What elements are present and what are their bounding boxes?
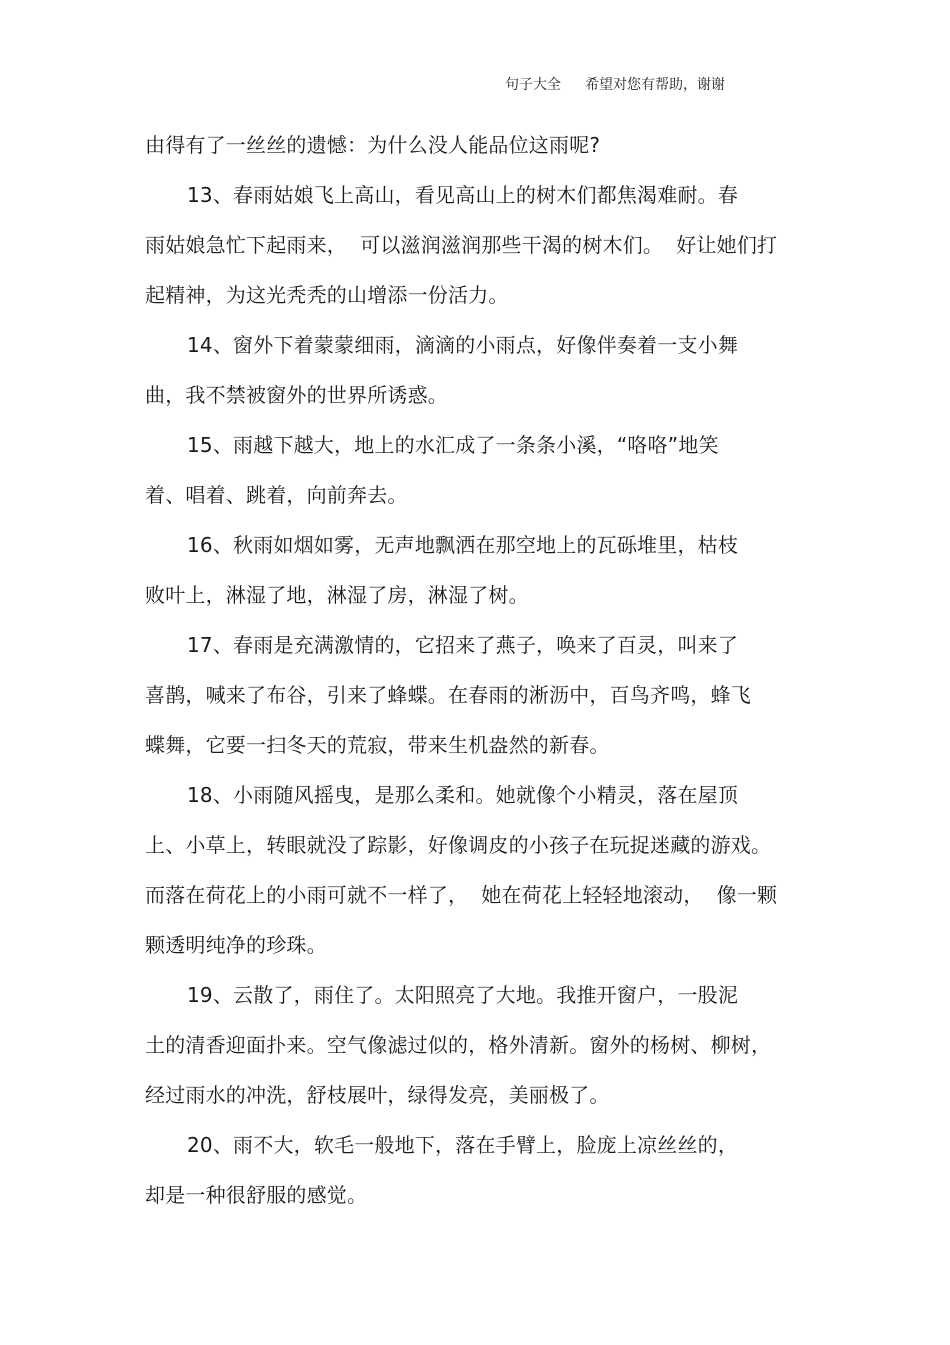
text-line: 败叶上，淋湿了地，淋湿了房，淋湿了树。: [145, 583, 529, 607]
header-note: 希望对您有帮助，谢谢: [585, 77, 725, 93]
text-line: 19、云散了，雨住了。太阳照亮了大地。我推开窗户，一股泥: [187, 983, 739, 1007]
document-body: [145, 128, 815, 1228]
text-line: 曲，我不禁被窗外的世界所诱惑。: [145, 383, 448, 407]
text-line: 喜鹊，喊来了布谷，引来了蜂蝶。在春雨的淅沥中，百鸟齐鸣，蜂飞: [145, 683, 751, 707]
text-line: 14、窗外下着蒙蒙细雨，滴滴的小雨点，好像伴奏着一支小舞: [187, 333, 739, 357]
page-header: [505, 74, 725, 94]
text-line: 13、春雨姑娘飞上高山，看见高山上的树木们都焦渴难耐。春: [187, 183, 739, 207]
text-line: 15、雨越下越大，地上的水汇成了一条条小溪，“咯咯”地笑: [187, 433, 719, 457]
header-site-name: 句子大全: [505, 77, 561, 93]
text-line: 土的清香迎面扑来。空气像滤过似的，格外清新。窗外的杨树、柳树，: [145, 1033, 772, 1057]
text-line: 由得有了一丝丝的遗憾：为什么没人能品位这雨呢?: [145, 133, 601, 157]
text-line: 20、雨不大，软毛一般地下，落在手臂上，脸庞上凉丝丝的，: [187, 1133, 739, 1157]
text-line: 雨姑娘急忙下起雨来， 可以滋润滋润那些干渴的树木们。 好让她们打: [145, 233, 778, 257]
text-line: 18、小雨随风摇曳，是那么柔和。她就像个小精灵，落在屋顶: [187, 783, 739, 807]
text-line: 16、秋雨如烟如雾，无声地飘洒在那空地上的瓦砾堆里，枯枝: [187, 533, 739, 557]
text-line: 却是一种很舒服的感觉。: [145, 1183, 368, 1207]
text-line: 而落在荷花上的小雨可就不一样了， 她在荷花上轻轻地滚动， 像一颗: [145, 883, 778, 907]
text-line: 颗透明纯净的珍珠。: [145, 933, 327, 957]
text-line: 上、小草上，转眼就没了踪影，好像调皮的小孩子在玩捉迷藏的游戏。: [145, 833, 772, 857]
text-line: 起精神，为这光秃秃的山增添一份活力。: [145, 283, 509, 307]
text-line: 经过雨水的冲洗，舒枝展叶，绿得发亮，美丽极了。: [145, 1083, 610, 1107]
text-line: 17、春雨是充满激情的，它招来了燕子，唤来了百灵，叫来了: [187, 633, 739, 657]
text-line: 着、唱着、跳着，向前奔去。: [145, 483, 408, 507]
text-line: 蝶舞，它要一扫冬天的荒寂，带来生机盎然的新春。: [145, 733, 610, 757]
